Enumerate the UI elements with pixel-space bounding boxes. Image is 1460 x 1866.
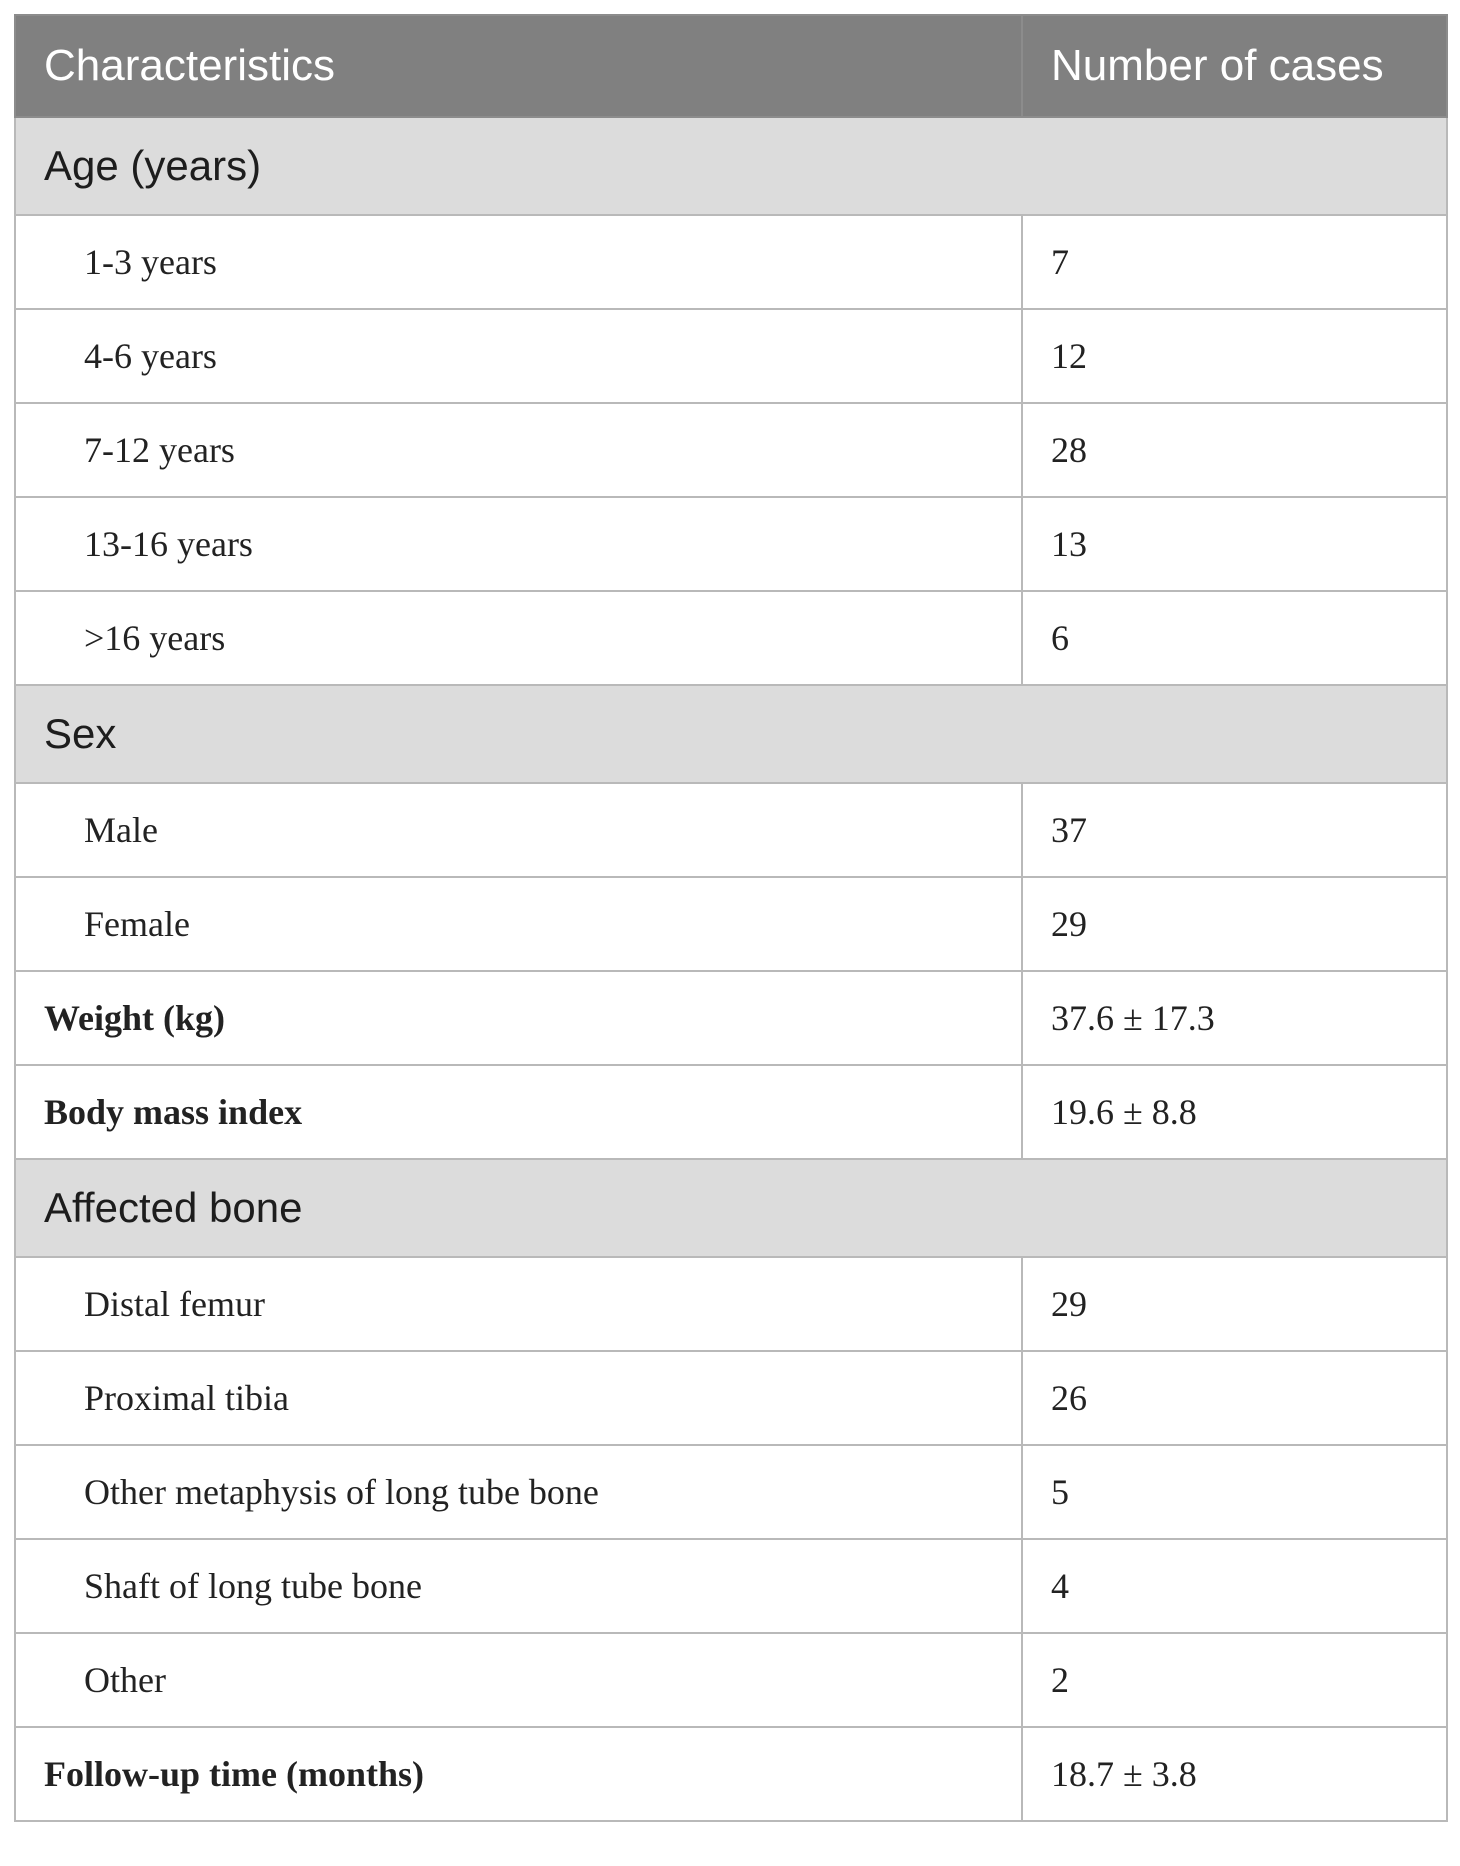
row-value: 2 [1022, 1633, 1447, 1727]
row-value: 5 [1022, 1445, 1447, 1539]
row-value: 18.7 ± 3.8 [1022, 1727, 1447, 1821]
section-title: Age (years) [15, 117, 1447, 215]
row-label: Proximal tibia [15, 1351, 1022, 1445]
row-value: 4 [1022, 1539, 1447, 1633]
table-row-follow-up [15, 1727, 1447, 1821]
row-value: 6 [1022, 591, 1447, 685]
table-row [15, 591, 1447, 685]
row-label: Distal femur [15, 1257, 1022, 1351]
header-number-of-cases: Number of cases [1022, 15, 1447, 117]
row-value: 19.6 ± 8.8 [1022, 1065, 1447, 1159]
row-label: Other [15, 1633, 1022, 1727]
row-value: 28 [1022, 403, 1447, 497]
row-value: 13 [1022, 497, 1447, 591]
section-row-age [15, 117, 1447, 215]
row-label: 1-3 years [15, 215, 1022, 309]
table-row [15, 1257, 1447, 1351]
table-row [15, 1539, 1447, 1633]
row-label: 13-16 years [15, 497, 1022, 591]
table-row [15, 877, 1447, 971]
section-title: Affected bone [15, 1159, 1447, 1257]
row-value: 12 [1022, 309, 1447, 403]
row-label: Body mass index [15, 1065, 1022, 1159]
row-value: 37.6 ± 17.3 [1022, 971, 1447, 1065]
table-row [15, 309, 1447, 403]
row-value: 29 [1022, 877, 1447, 971]
table-row-weight [15, 971, 1447, 1065]
row-value: 37 [1022, 783, 1447, 877]
header-characteristics: Characteristics [15, 15, 1022, 117]
row-label: Shaft of long tube bone [15, 1539, 1022, 1633]
row-label: Male [15, 783, 1022, 877]
row-label: >16 years [15, 591, 1022, 685]
row-value: 7 [1022, 215, 1447, 309]
section-title: Sex [15, 685, 1447, 783]
row-value: 26 [1022, 1351, 1447, 1445]
row-label: Other metaphysis of long tube bone [15, 1445, 1022, 1539]
table-row [15, 783, 1447, 877]
table-row [15, 1351, 1447, 1445]
table-row [15, 403, 1447, 497]
row-label: Female [15, 877, 1022, 971]
row-label: 4-6 years [15, 309, 1022, 403]
table-row [15, 1633, 1447, 1727]
row-value: 29 [1022, 1257, 1447, 1351]
row-label: Follow-up time (months) [15, 1727, 1022, 1821]
row-label: 7-12 years [15, 403, 1022, 497]
row-label: Weight (kg) [15, 971, 1022, 1065]
section-row-affected-bone [15, 1159, 1447, 1257]
table-row [15, 215, 1447, 309]
table-row [15, 497, 1447, 591]
table-header-row [15, 15, 1447, 117]
characteristics-table [14, 14, 1448, 1822]
section-row-sex [15, 685, 1447, 783]
characteristics-table-container [14, 14, 1446, 1822]
table-row-bmi [15, 1065, 1447, 1159]
table-row [15, 1445, 1447, 1539]
